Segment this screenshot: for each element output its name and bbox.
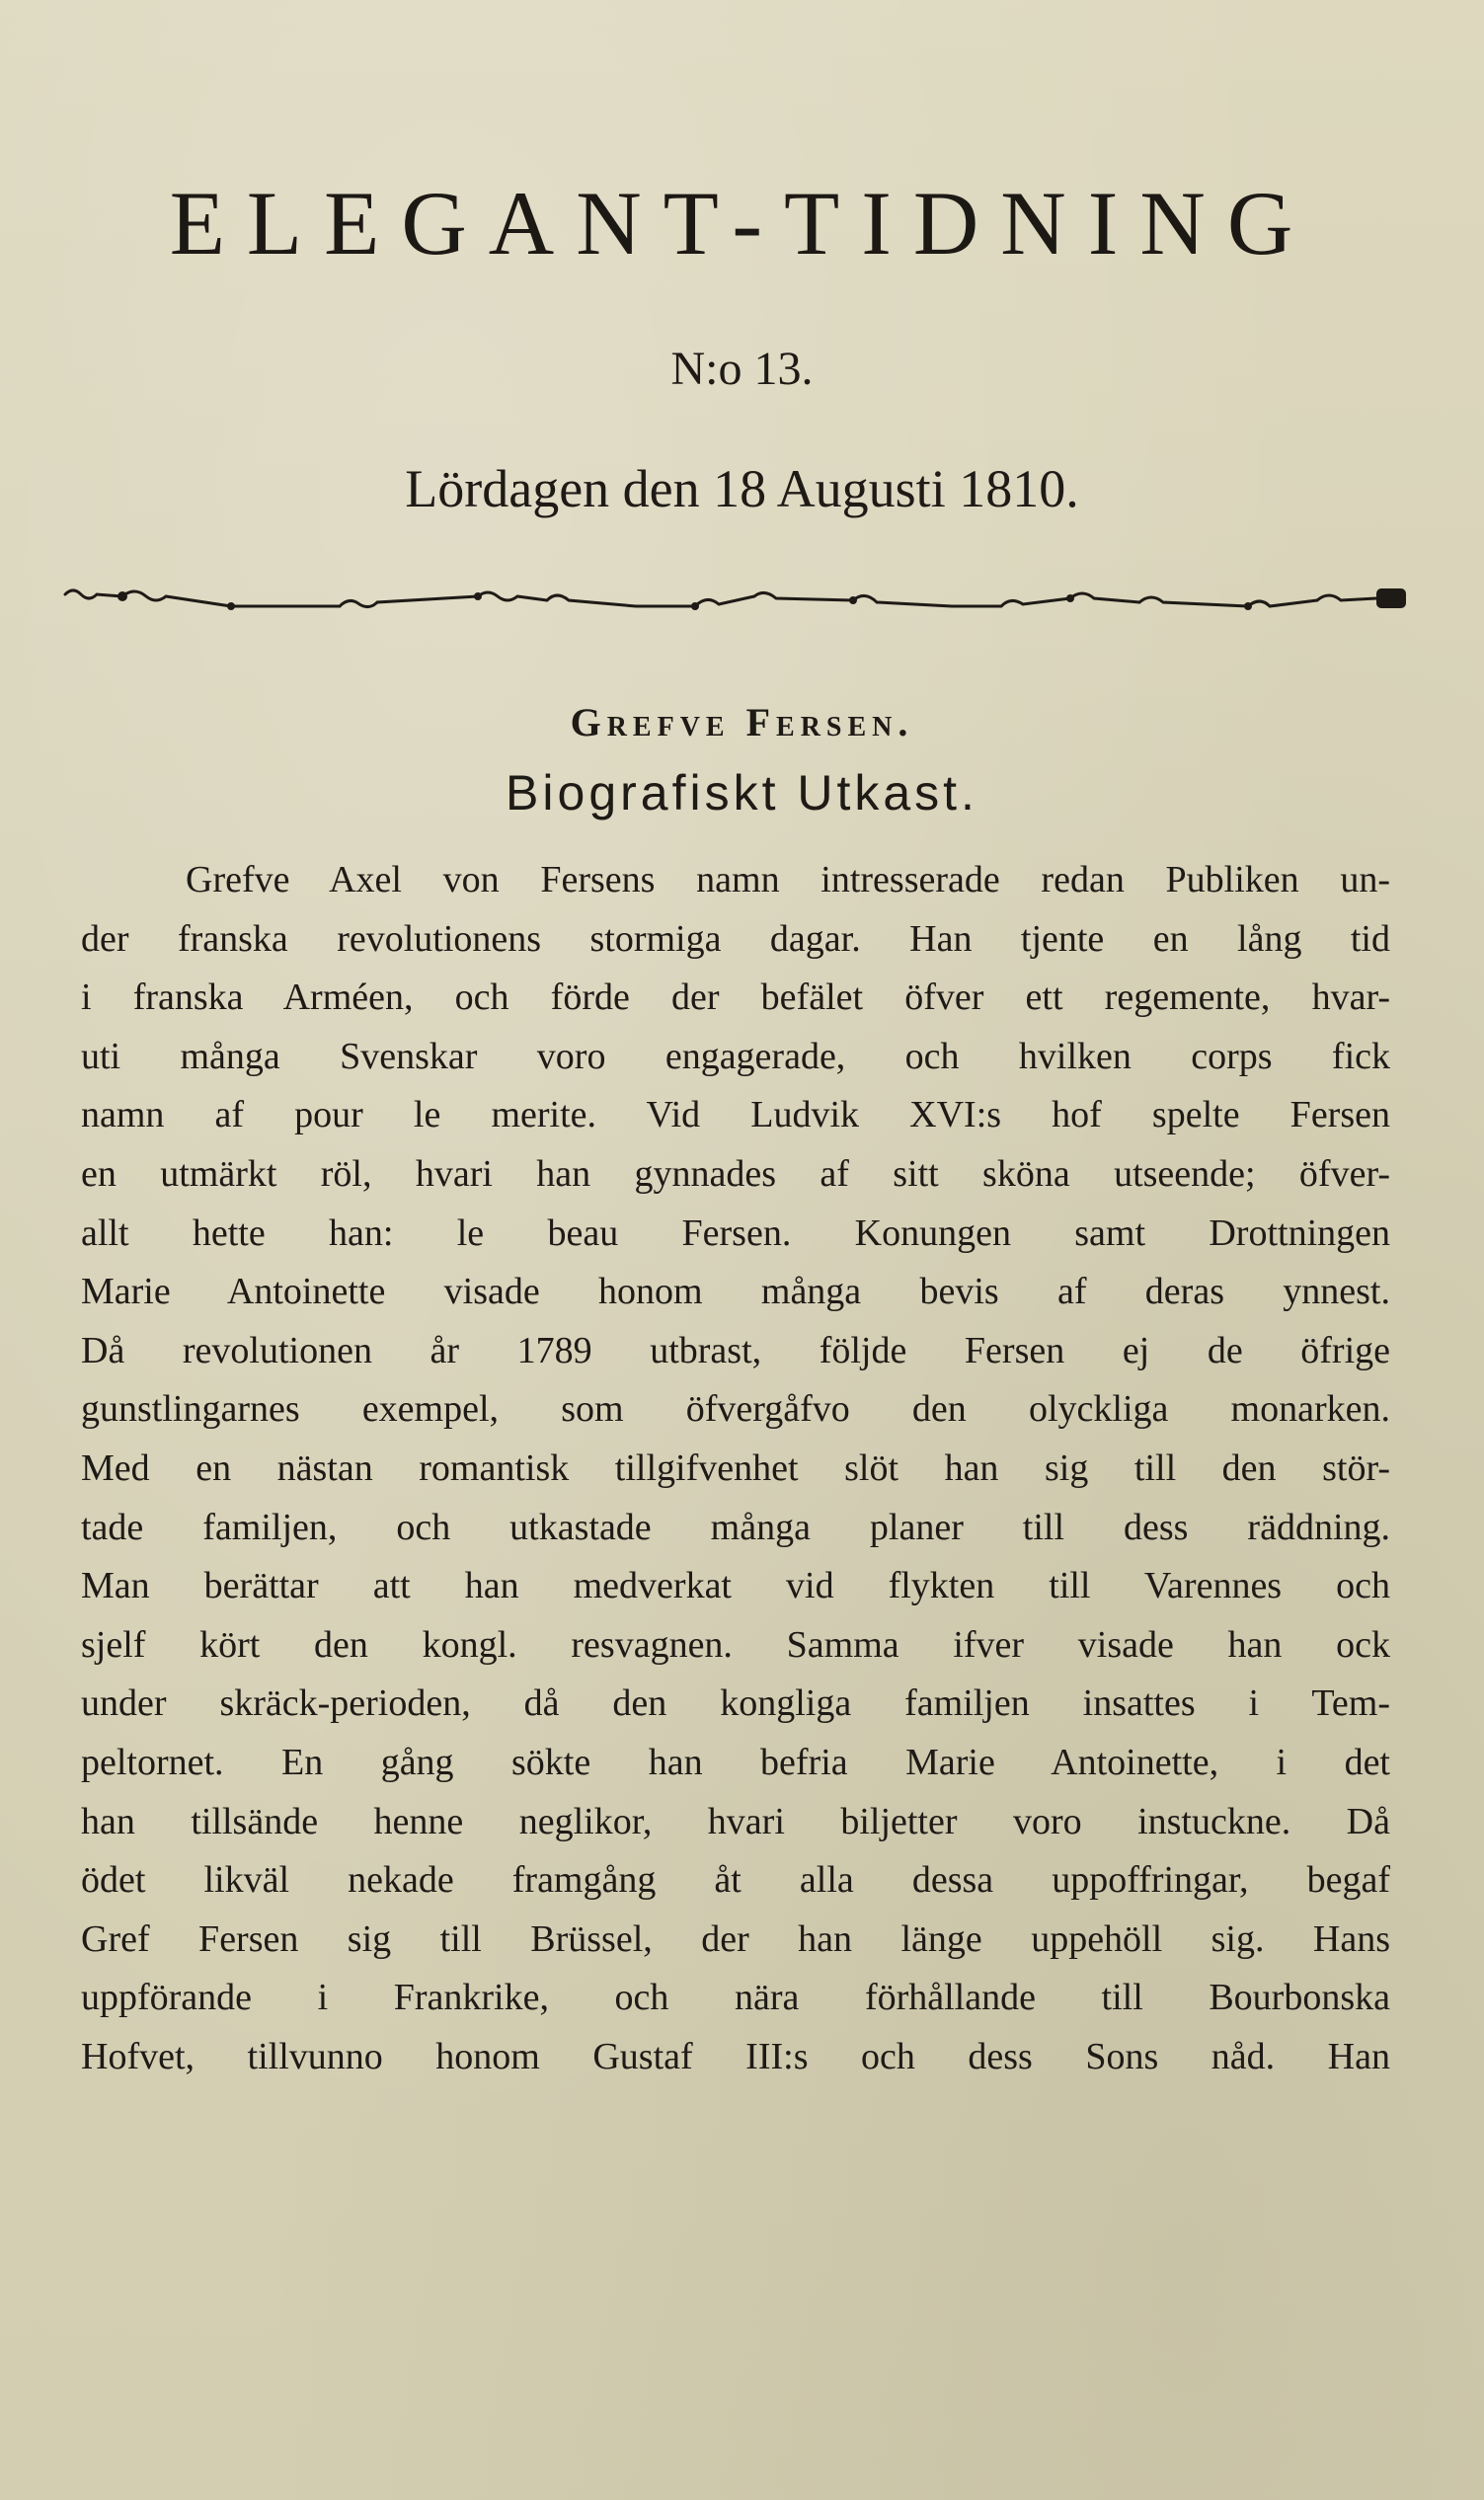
body-line: uppförande i Frankrike, och nära förhållande till Bourbonska — [81, 1977, 1390, 2019]
body-line: en utmärkt röl, hvari han gynnades af sitt sköna utseende; öfver- — [81, 1152, 1390, 1195]
body-line: Med en nästan romantisk tillgifvenhet slöt han sig till den stör- — [81, 1446, 1390, 1489]
body-line: uti många Svenskar voro engagerade, och hvilken corps fick — [81, 1035, 1390, 1077]
ornamental-divider — [63, 581, 1412, 620]
body-line: Man berättar att han medverkat vid flykten till Varennes och — [81, 1565, 1390, 1607]
article-kicker: Grefve Fersen. — [570, 700, 914, 744]
body-line: under skräck-perioden, då den kongliga familjen insattes i Tem- — [81, 1682, 1390, 1725]
body-line: han tillsände henne neglikor, hvari biljetter voro instuckne. Då — [81, 1800, 1390, 1842]
body-line: Gref Fersen sig till Brüssel, der han länge uppehöll sig. Hans — [81, 1917, 1390, 1960]
body-line: gunstlingarnes exempel, som öfvergåfvo den olyckliga monarken. — [81, 1388, 1390, 1431]
body-line: allt hette han: le beau Fersen. Konungen samt Drottningen — [81, 1211, 1390, 1254]
body-line: i franska Arméen, och förde der befälet öfver ett regemente, hvar- — [81, 977, 1390, 1019]
issue-number: N:o 13. — [670, 343, 814, 395]
body-line: namn af pour le merite. Vid Ludvik XVI:s hof spelte Fersen — [81, 1094, 1390, 1136]
masthead-title: ELEGANT-TIDNING — [169, 173, 1315, 273]
body-line: Grefve Axel von Fersens namn intresserade redan Publiken un- — [186, 859, 1390, 900]
body-line: peltornet. En gång sökte han befria Marie Antoinette, i det — [81, 1741, 1390, 1783]
issue-date: Lördagen den 18 Augusti 1810. — [405, 459, 1079, 518]
body-line: Hofvet, tillvunno honom Gustaf III:s och dess Sons nåd. Han — [81, 2035, 1390, 2077]
body-line: der franska revolutionens stormiga dagar. Han tjente en lång tid — [81, 917, 1390, 960]
article-body — [81, 851, 1390, 2086]
body-line: Marie Antoinette visade honom många bevis af deras ynnest. — [81, 1271, 1390, 1313]
body-line: Då revolutionen år 1789 utbrast, följde Fersen ej de öfrige — [81, 1329, 1390, 1371]
body-line: sjelf kört den kongl. resvagnen. Samma ifver visade han ock — [81, 1623, 1390, 1666]
body-line: ödet likväl nekade framgång åt alla dessa uppoffringar, begaf — [81, 1859, 1390, 1902]
article-title: Biografiskt Utkast. — [506, 765, 978, 820]
body-line: tade familjen, och utkastade många planer till dess räddning. — [81, 1506, 1390, 1548]
